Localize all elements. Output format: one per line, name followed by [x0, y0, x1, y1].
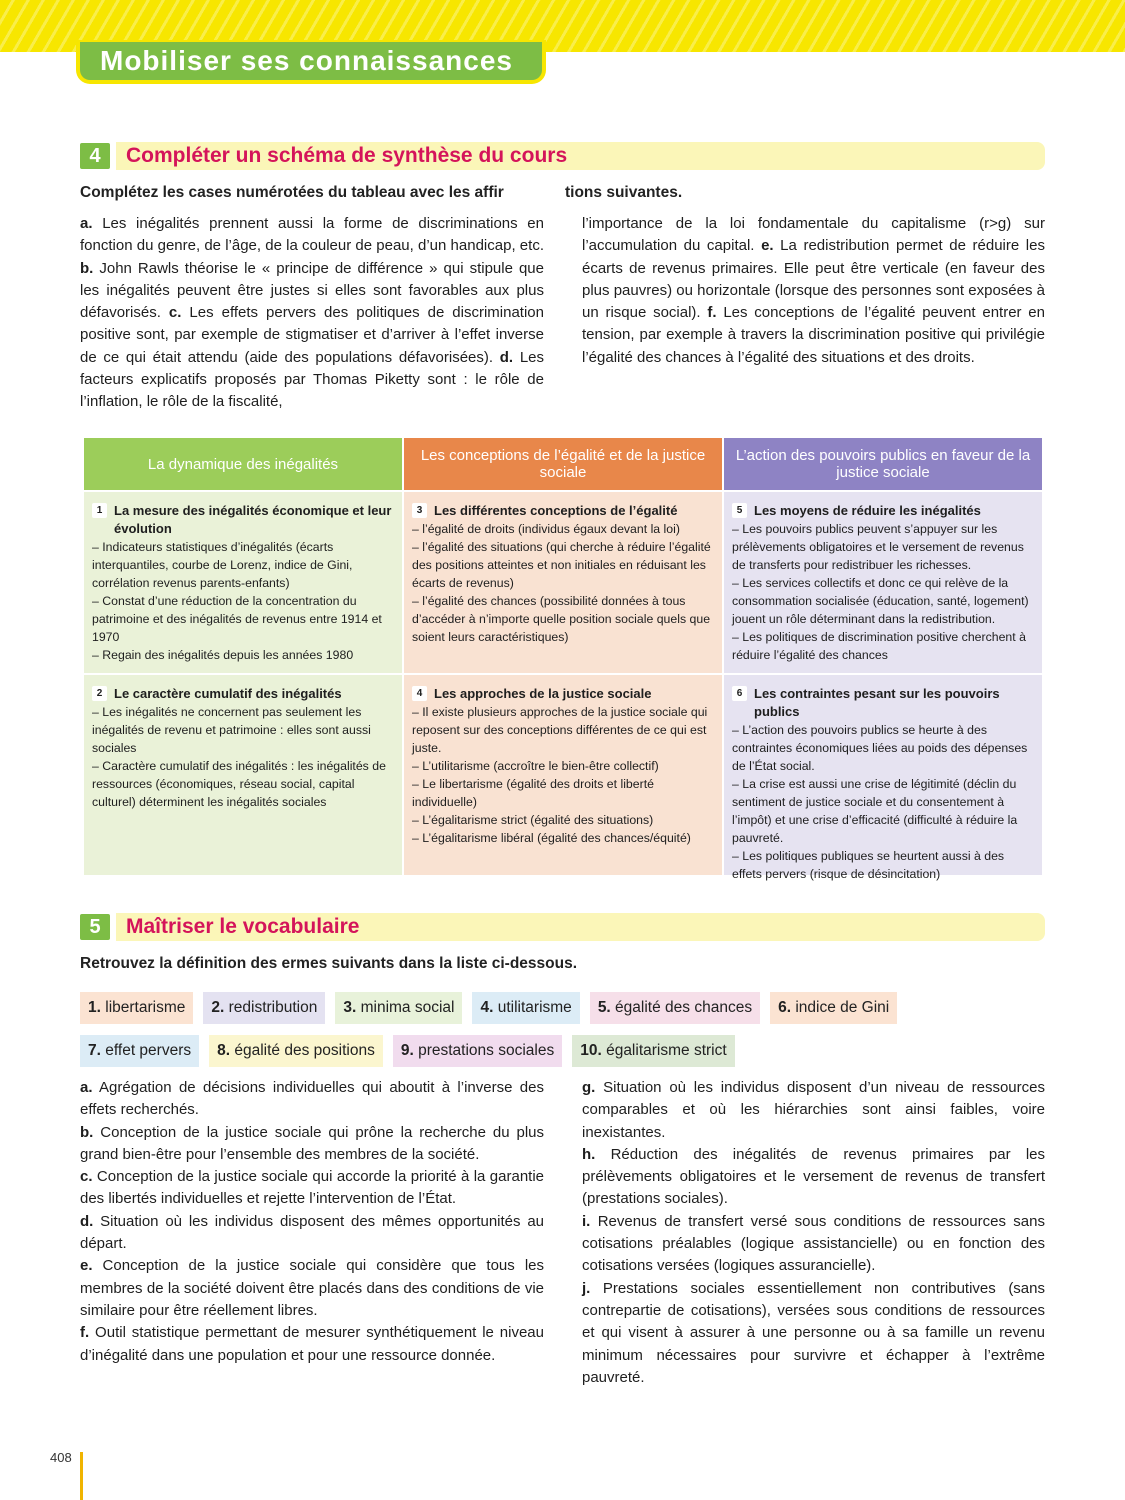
- table-header-3: L’action des pouvoirs publics en faveur de la justice sociale: [724, 438, 1044, 490]
- term-chip: 4. utilitarisme: [472, 992, 579, 1024]
- section-4-instruction-a: Complétez les cases numérotées du tableau avec les affir: [80, 184, 504, 201]
- table-header-1: La dynamique des inégalités: [84, 438, 404, 490]
- page-number: 408: [50, 1450, 72, 1465]
- cell-title: Les différentes conceptions de l’égalité: [434, 503, 678, 518]
- definition-b: b. Conception de la justice sociale qui prône la recherche du plus grand bien-être pour l’ensemble des membres de la société.: [80, 1123, 544, 1163]
- cell-number: 2: [92, 686, 107, 701]
- term-chip: 3. minima social: [335, 992, 462, 1024]
- statement-f: f. Les conceptions de l’égalité peuvent entrer en tension, par exemple à travers la discrimination positive qui privilégie l’égalité des chances à l’égalité des situations et des droits.: [582, 304, 1045, 366]
- synthesis-table: [82, 436, 1042, 881]
- cell-title: La mesure des inégalités économique et leur évolution: [114, 503, 392, 536]
- definition-c: c. Conception de la justice sociale qui accorde la priorité à la garantie des libertés individuelles et rejette l’intervention de l’État.: [80, 1168, 544, 1208]
- section-4-number: 4: [80, 143, 110, 169]
- term-chip: 1. libertarisme: [80, 992, 193, 1024]
- cell-title: Les contraintes pesant sur les pouvoirs publics: [754, 686, 1000, 719]
- section-5-instruction: Retrouvez la définition des ermes suivants dans la liste ci-dessous.: [80, 955, 578, 972]
- definitions-right: [582, 1077, 1045, 1389]
- cell-title: Les moyens de réduire les inégalités: [754, 503, 981, 518]
- section-4-title: Compléter un schéma de synthèse du cours: [116, 142, 1045, 170]
- section-4-left-text: [80, 213, 544, 414]
- section-4-header: [80, 142, 1045, 170]
- statement-a: a. Les inégalités prennent aussi la forme de discriminations en fonction du genre, de l’âge, de la couleur de peau, d’un handicap, etc.: [80, 215, 544, 255]
- header-title-pill: [76, 40, 546, 84]
- table-cell-6: 6 Les contraintes pesant sur les pouvoirs publics – L’action des pouvoirs publics se heurte à des contraintes économiques liées au poids des dépenses de l’État social. – La crise est aussi une crise de légitimité (déclin du sentiment de justice sociale et du consentement à l’impôt) et une crise d’efficacité (difficulté à réduire la pauvreté. – Les politiques publiques se heurtent aussi à des effets pervers (risque de désincitation): [724, 673, 1042, 875]
- definition-h: h. Réduction des inégalités de revenus primaires par les prélèvements obligatoires et le versement de revenus de transfert (prestations sociales).: [582, 1145, 1045, 1208]
- table-column-2: [404, 438, 724, 875]
- cell-number: 5: [732, 503, 747, 518]
- section-5-title: Maîtriser le vocabulaire: [116, 913, 1045, 941]
- section-5-header: [80, 913, 1045, 941]
- statement-e: e. La redistribution permet de réduire les écarts de revenus primaires. Elle peut être verticale (en faveur des plus pauvres) ou horizontale (lorsque des personnes sont exposées à un risque social).: [582, 237, 1045, 322]
- term-chip: 7. effet pervers: [80, 1035, 199, 1067]
- term-chip: 8. égalité des positions: [209, 1035, 383, 1067]
- cell-number: 3: [412, 503, 427, 518]
- term-chip: 2. redistribution: [203, 992, 325, 1024]
- table-cell-2: 2 Le caractère cumulatif des inégalités – Les inégalités ne concernent pas seulement les inégalités de revenu et patrimoine : elles sont aussi sociales – Caractère cumulatif des inégalités : les inégalités de ressources (économiques, réseau social, capital culturel) déterminent les inégalités sociales: [84, 673, 402, 875]
- statement-d-cont: l’importance de la loi fondamentale du capitalisme (r>g) sur l’accumulation du capital.: [582, 215, 1045, 255]
- table-cell-3: 3 Les différentes conceptions de l’égalité – l’égalité de droits (individus égaux devant la loi) – l’égalité des situations (qui cherche à réduire l’égalité des positions atteintes et non initiales en réduisant les écarts de revenus) – l’égalité des chances (possibilité données à tous d’accéder à n’importe quelle position sociale quels que soient leurs caractéristiques): [404, 490, 722, 673]
- statement-d: d. Les facteurs explicatifs proposés par Thomas Piketty sont : le rôle de l’inflation, le rôle de la fiscalité,: [80, 348, 544, 411]
- table-column-1: [84, 438, 404, 875]
- section-4-right-text: [582, 213, 1045, 369]
- term-chip: 9. prestations sociales: [393, 1035, 562, 1067]
- table-cell-1: 1 La mesure des inégalités économique et leur évolution – Indicateurs statistiques d’inégalités (écarts interquantiles, courbe de Lorenz, indice de Gini, corrélation revenus parents-enfants) – Constat d’une réduction de la concentration du patrimoine et des inégalités de revenus entre 1914 et 1970 – Regain des inégalités depuis les années 1980: [84, 490, 402, 673]
- definition-f: f. Outil statistique permettant de mesurer synthétiquement le niveau d’inégalité dans une population et pour une ressource donnée.: [80, 1324, 544, 1364]
- table-column-3: [724, 438, 1044, 881]
- section-4-instruction-b: tions suivantes.: [565, 184, 683, 201]
- definitions-left: [80, 1077, 544, 1367]
- term-chip: 6. indice de Gini: [770, 992, 897, 1024]
- page-rule: [80, 1452, 83, 1500]
- cell-title: Les approches de la justice sociale: [434, 686, 652, 701]
- table-header-2: Les conceptions de l’égalité et de la justice sociale: [404, 438, 724, 490]
- cell-number: 4: [412, 686, 427, 701]
- terms-row-2: [80, 1035, 735, 1067]
- definition-a: a. Agrégation de décisions individuelles qui aboutit à l’inverse des effets recherchés.: [80, 1079, 544, 1119]
- cell-number: 1: [92, 503, 107, 518]
- terms-row-1: [80, 992, 897, 1024]
- definition-j: j. Prestations sociales essentiellement non contributives (sans contrepartie de cotisations), versées sous conditions de ressources et qui visent à assurer à une personne ou à sa famille un revenu minimum nécessaires pour survivre et échapper à l’extrême pauvreté.: [582, 1279, 1045, 1386]
- statement-b: b. John Rawls théorise le « principe de différence » qui stipule que les inégalités peuvent être justes si elles sont favorables aux plus défavorisés.: [80, 259, 544, 322]
- page-title: Mobiliser ses connaissances: [80, 42, 542, 80]
- definition-i: i. Revenus de transfert versé sous conditions de ressources sans cotisations préalables (logique assistancielle) ou en fonction des cotisations versées (logiques assurancielle).: [582, 1212, 1045, 1275]
- table-cell-5: 5 Les moyens de réduire les inégalités – Les pouvoirs publics peuvent s’appuyer sur les prélèvements obligatoires et le versement de revenus de transferts pour redistribuer les richesses. – Les services collectifs et donc ce qui relève de la consommation socialisée (éducation, santé, logement) jouent un rôle déterminant dans la redistribution. – Les politiques de discrimination positive cherchent à réduire l’égalité des chances: [724, 490, 1042, 673]
- table-cell-4: 4 Les approches de la justice sociale – Il existe plusieurs approches de la justice sociale qui reposent sur des conceptions différentes de ce qui est juste. – L’utilitarisme (accroître le bien-être collectif) – Le libertarisme (égalité des droits et liberté individuelle) – L’égalitarisme strict (égalité des situations) – L’égalitarisme libéral (égalité des chances/équité): [404, 673, 722, 875]
- cell-title: Le caractère cumulatif des inégalités: [114, 686, 342, 701]
- term-chip: 5. égalité des chances: [590, 992, 760, 1024]
- section-5-number: 5: [80, 914, 110, 940]
- statement-c: c. Les effets pervers des politiques de discrimination positive sont, par exemple de stigmatiser et d’arriver à l’effet inverse de ce qui était attendu (aide des populations défavorisées).: [80, 304, 544, 366]
- term-chip: 10. égalitarisme strict: [572, 1035, 734, 1067]
- cell-number: 6: [732, 686, 747, 701]
- definition-e: e. Conception de la justice sociale qui considère que tous les membres de la société doivent être placés dans des conditions de vie similaire pour être réellement libres.: [80, 1257, 544, 1319]
- definition-g: g. Situation où les individus disposent d’un niveau de ressources comparables et où les hiérarchies sont ainsi faibles, voire inexistantes.: [582, 1079, 1045, 1141]
- definition-d: d. Situation où les individus disposent des mêmes opportunités au départ.: [80, 1212, 544, 1253]
